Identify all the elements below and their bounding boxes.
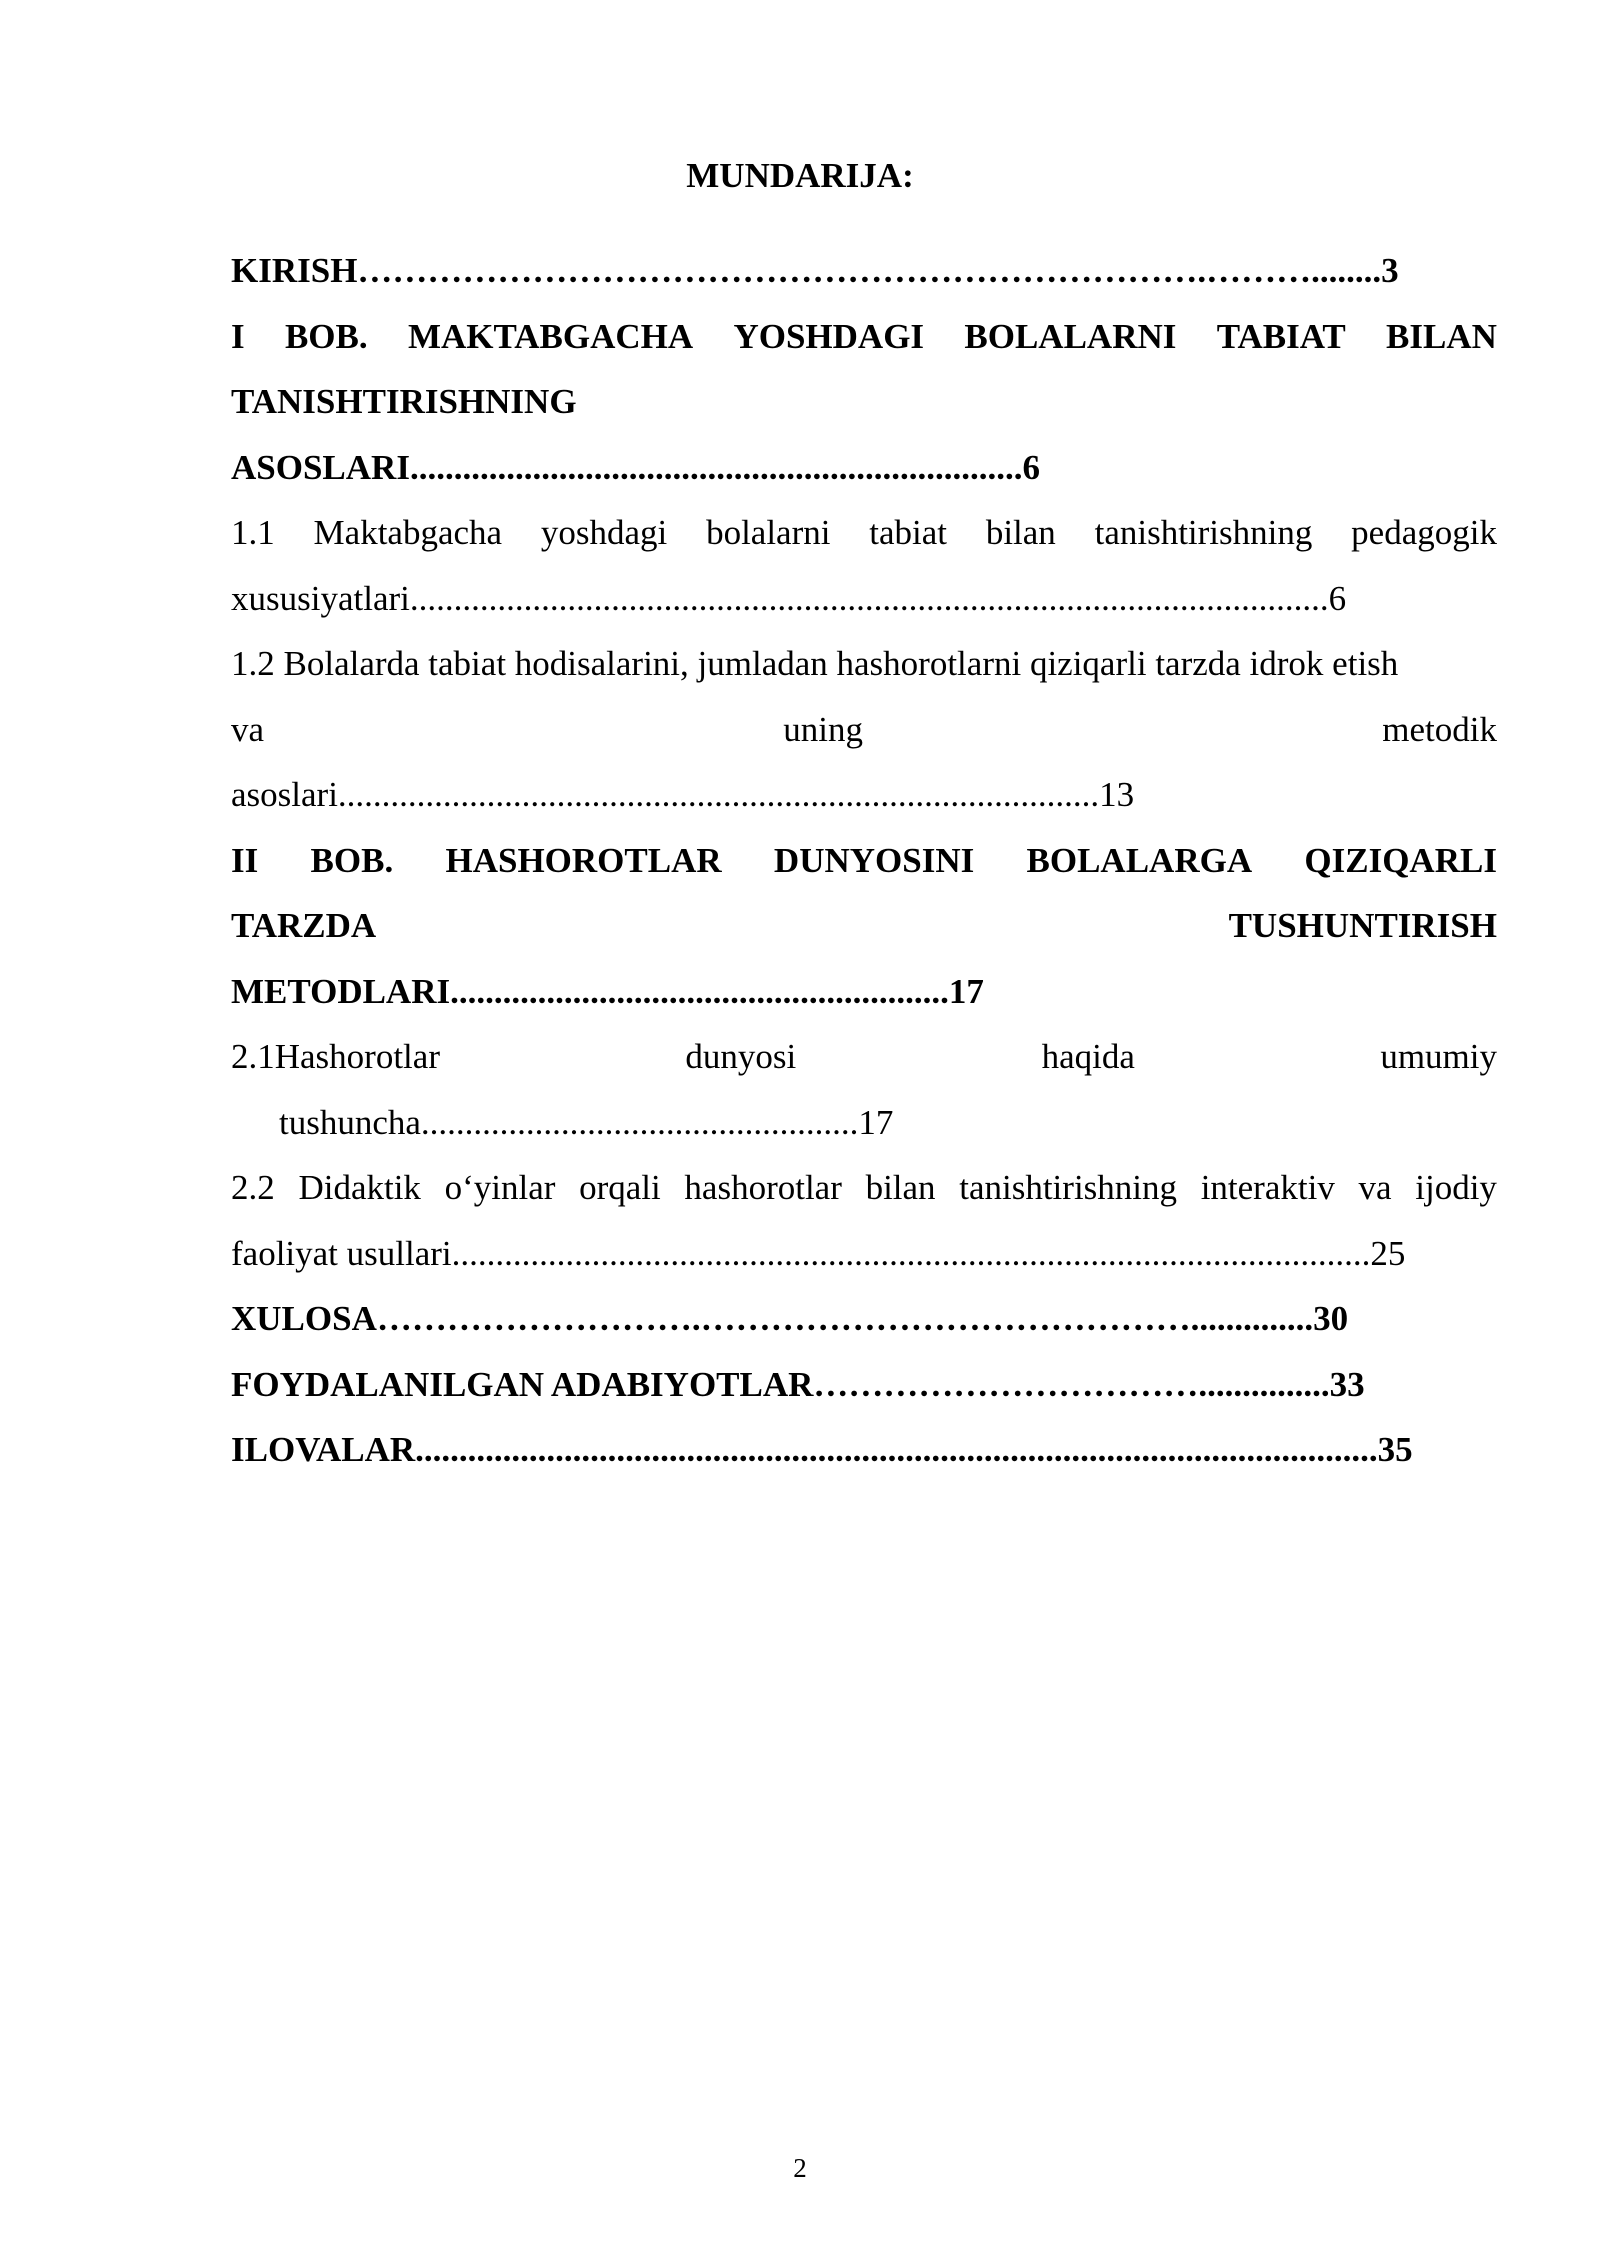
word: BOLALARNI xyxy=(964,316,1177,356)
toc-title: MUNDARIJA: xyxy=(686,156,914,195)
word: haqida xyxy=(1041,1037,1135,1076)
word: o‘yinlar xyxy=(444,1168,556,1207)
toc-entry-adabiyotlar: FOYDALANILGAN ADABIYOTLAR……………………………...............33 xyxy=(231,1364,1365,1404)
word: hashorotlar xyxy=(684,1168,842,1207)
toc-entry-bob2-line2 xyxy=(231,893,1497,959)
word: II xyxy=(231,840,259,880)
toc-entry-bob2-line1 xyxy=(231,828,1497,894)
word: tanishtirishning xyxy=(1094,513,1313,552)
word: tabiat xyxy=(869,513,948,552)
word: BOLALARGA xyxy=(1026,840,1253,880)
word: 2.1Hashorotlar xyxy=(231,1037,440,1076)
word: YOSHDAGI xyxy=(733,316,925,356)
word: BOB. xyxy=(284,316,368,356)
toc-entry-kirish: KIRISH……………………………………………………………….………........3 xyxy=(231,251,1399,290)
word: dunyosi xyxy=(685,1037,797,1076)
word: BILAN xyxy=(1386,316,1497,356)
word: TUSHUNTIRISH xyxy=(1228,906,1497,945)
toc-entry-1-1-line2: xususiyatlari.........................................................................................................6 xyxy=(231,578,1347,618)
toc-entry-1-1-line1 xyxy=(231,500,1497,566)
word: tanishtirishning xyxy=(959,1168,1178,1207)
word: 1.1 xyxy=(231,513,275,552)
word: MAKTABGACHA xyxy=(407,316,694,356)
word: orqali xyxy=(579,1168,661,1207)
toc-entry-1-2-line1: 1.2 Bolalarda tabiat hodisalarini, jumladan hashorotlarni qiziqarli tarzda idrok etish xyxy=(231,644,1399,683)
toc-entry-1-2-line3: asoslari.......................................................................................13 xyxy=(231,775,1135,814)
toc-entry-bob1-line2: TANISHTIRISHNING xyxy=(231,382,577,421)
table-of-contents xyxy=(231,238,1497,1483)
word: TABIAT xyxy=(1216,316,1346,356)
toc-entry-2-2-line1 xyxy=(231,1155,1497,1221)
word: Maktabgacha xyxy=(313,513,503,552)
toc-entry-bob1-line3: ASOSLARI......................................................................6 xyxy=(231,447,1040,487)
word: Didaktik xyxy=(298,1168,421,1207)
word: umumiy xyxy=(1380,1037,1497,1076)
toc-entry-bob2-line3: METODLARI.........................................................17 xyxy=(231,971,984,1011)
word: pedagogik xyxy=(1351,513,1497,552)
toc-entry-xulosa: XULOSA……………………….……………………………………..............30 xyxy=(231,1299,1349,1338)
word: metodik xyxy=(1382,709,1497,749)
page-number: 2 xyxy=(793,2153,807,2183)
word: bilan xyxy=(865,1168,936,1207)
word: bilan xyxy=(985,513,1056,552)
toc-entry-ilovalar: ILOVALAR..............................................................................................................35 xyxy=(231,1430,1413,1469)
word: va xyxy=(1358,1168,1392,1207)
word: HASHOROTLAR xyxy=(445,840,722,880)
toc-entry-bob1-line1 xyxy=(231,304,1497,370)
word: DUNYOSINI xyxy=(773,840,975,880)
word: ijodiy xyxy=(1415,1168,1497,1207)
word: yoshdagi xyxy=(540,513,668,552)
toc-entry-1-2-line2 xyxy=(231,697,1497,763)
word: BOB. xyxy=(310,840,394,880)
word: I xyxy=(231,316,245,356)
word: bolalarni xyxy=(706,513,831,552)
toc-entry-2-1-line1 xyxy=(231,1024,1497,1090)
word: interaktiv xyxy=(1200,1168,1335,1207)
word: va xyxy=(231,709,265,749)
toc-entry-2-2-line2: faoliyat usullari.........................................................................................................25 xyxy=(231,1233,1406,1273)
toc-entry-2-1-line2: tushuncha..................................................17 xyxy=(279,1102,894,1142)
word: TARZDA xyxy=(231,906,377,945)
word: QIZIQARLI xyxy=(1304,840,1497,880)
word: uning xyxy=(783,709,864,749)
word: 2.2 xyxy=(231,1168,275,1207)
